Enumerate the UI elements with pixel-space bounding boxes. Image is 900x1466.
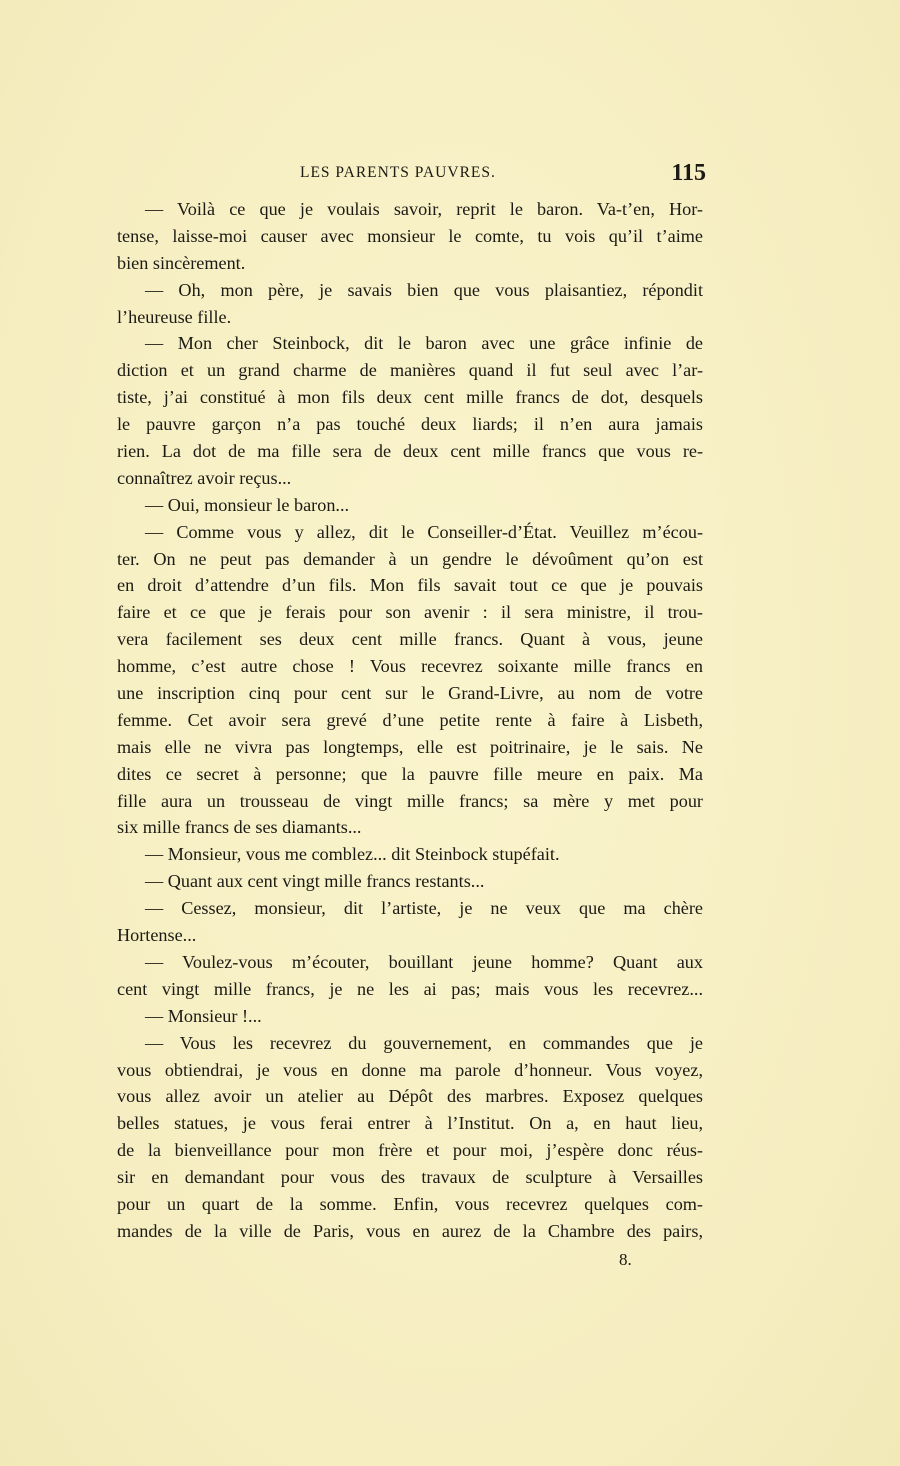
text-line: — Monsieur !... (145, 1005, 262, 1026)
text-line: — Comme vous y allez, dit le Conseiller-d’État. Veuillez m’écou- (145, 521, 703, 542)
text-line: vera facilement ses deux cent mille francs. Quant à vous, jeune (117, 629, 703, 650)
text-line: — Voilà ce que je voulais savoir, reprit le baron. Va-t’en, Hor- (145, 199, 703, 219)
text-line: femme. Cet avoir sera grevé d’une petite rente à faire à Lisbeth, (117, 709, 703, 730)
text-line: ter. On ne peut pas demander à un gendre le dévoûment qu’on est (117, 548, 703, 569)
text-line: bien sincèrement. (117, 252, 246, 273)
body-text (117, 196, 703, 1245)
text-line: l’heureuse fille. (117, 306, 232, 327)
text-line: pour un quart de la somme. Enfin, vous recevrez quelques com- (117, 1193, 703, 1214)
text-line: — Quant aux cent vingt mille francs restants... (145, 871, 485, 892)
text-line: le pauvre garçon n’a pas touché deux liards; il n’en aura jamais (117, 414, 703, 435)
text-line: Hortense... (117, 925, 197, 946)
text-line: homme, c’est autre chose ! Vous recevrez soixante mille francs en (117, 656, 703, 677)
text-line: tense, laisse-moi causer avec monsieur le comte, tu vois qu’il t’aime (117, 225, 703, 246)
text-line: — Voulez-vous m’écouter, bouillant jeune homme? Quant aux (145, 951, 703, 972)
running-title: LES PARENTS PAUVRES. (300, 164, 496, 181)
text-line: fille aura un trousseau de vingt mille francs; sa mère y met pour (117, 790, 703, 811)
text-line: — Monsieur, vous me comblez... dit Steinbock stupéfait. (145, 844, 560, 865)
text-line: — Oh, mon père, je savais bien que vous plaisantiez, répondit (145, 279, 703, 300)
page-number: 115 (671, 160, 706, 186)
text-line: rien. La dot de ma fille sera de deux cent mille francs que vous re- (117, 441, 703, 462)
text-line: dites ce secret à personne; que la pauvre fille meure en paix. Ma (117, 763, 703, 784)
text-line: — Oui, monsieur le baron... (145, 494, 350, 515)
text-line: en droit d’attendre d’un fils. Mon fils savait tout ce que je pouvais (117, 575, 703, 596)
text-line: vous allez avoir un atelier au Dépôt des marbres. Exposez quelques (117, 1086, 703, 1107)
text-line: tiste, j’ai constitué à mon fils deux cent mille francs de dot, desquels (117, 387, 703, 408)
text-line: sir en demandant pour vous des travaux de sculpture à Versailles (117, 1167, 703, 1188)
signature-mark: 8. (619, 1250, 632, 1269)
text-line: de la bienveillance pour mon frère et pour moi, j’espère donc réus- (117, 1140, 703, 1161)
text-line: connaîtrez avoir reçus... (117, 467, 292, 488)
text-line: six mille francs de ses diamants... (117, 817, 362, 838)
text-line: diction et un grand charme de manières quand il fut seul avec l’ar- (117, 360, 703, 381)
text-line: faire et ce que je ferais pour son avenir : il sera ministre, il trou- (117, 602, 703, 623)
text-line: — Mon cher Steinbock, dit le baron avec une grâce infinie de (145, 333, 703, 354)
text-line: belles statues, je vous ferai entrer à l’Institut. On a, en haut lieu, (117, 1113, 703, 1134)
text-line: cent vingt mille francs, je ne les ai pas; mais vous les recevrez... (117, 978, 703, 999)
text-line: — Cessez, monsieur, dit l’artiste, je ne veux que ma chère (145, 898, 703, 919)
text-line: mais elle ne vivra pas longtemps, elle est poitrinaire, je le sais. Ne (117, 736, 703, 757)
text-line: mandes de la ville de Paris, vous en aurez de la Chambre des pairs, (117, 1220, 703, 1241)
text-line: vous obtiendrai, je vous en donne ma parole d’honneur. Vous voyez, (117, 1059, 703, 1080)
text-line: une inscription cinq pour cent sur le Grand-Livre, au nom de votre (117, 683, 703, 704)
text-line: — Vous les recevrez du gouvernement, en commandes que je (145, 1032, 703, 1053)
